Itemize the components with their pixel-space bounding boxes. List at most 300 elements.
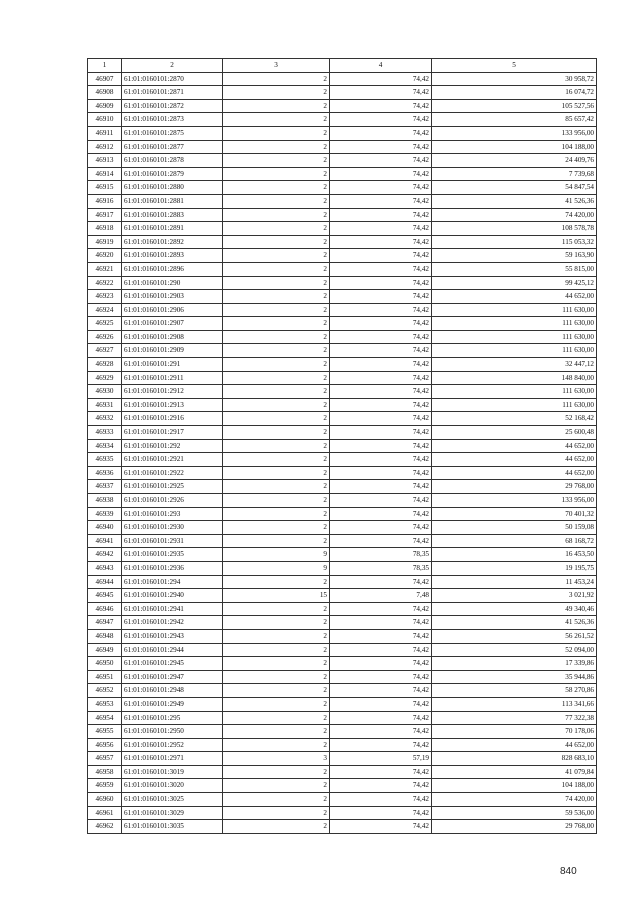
rate-cell: 74,42 <box>330 262 432 276</box>
table-row <box>88 561 597 575</box>
cadastral-number-cell: 61:01:0160101:2911 <box>122 371 223 385</box>
rate-cell: 74,42 <box>330 602 432 616</box>
table-row <box>88 765 597 779</box>
table-row <box>88 752 597 766</box>
rate-cell: 74,42 <box>330 738 432 752</box>
row-number-cell: 46915 <box>88 181 122 195</box>
row-number-cell: 46947 <box>88 616 122 630</box>
cadastral-number-cell: 61:01:0160101:2922 <box>122 466 223 480</box>
cadastral-number-cell: 61:01:0160101:3035 <box>122 820 223 834</box>
rate-cell: 74,42 <box>330 711 432 725</box>
rate-cell: 74,42 <box>330 426 432 440</box>
table-row <box>88 276 597 290</box>
cadastral-value-cell: 52 094,00 <box>432 643 597 657</box>
rate-cell: 74,42 <box>330 439 432 453</box>
table-row <box>88 99 597 113</box>
cadastral-number-cell: 61:01:0160101:2944 <box>122 643 223 657</box>
rate-cell: 74,42 <box>330 303 432 317</box>
cadastral-number-cell: 61:01:0160101:2949 <box>122 697 223 711</box>
cadastral-number-cell: 61:01:0160101:2942 <box>122 616 223 630</box>
cadastral-value-cell: 70 178,06 <box>432 725 597 739</box>
cadastral-number-cell: 61:01:0160101:294 <box>122 575 223 589</box>
row-number-cell: 46937 <box>88 480 122 494</box>
group-cell: 2 <box>223 466 330 480</box>
group-cell: 2 <box>223 290 330 304</box>
table-row <box>88 86 597 100</box>
table-row <box>88 330 597 344</box>
table-row <box>88 684 597 698</box>
table-body <box>88 72 597 833</box>
group-cell: 2 <box>223 806 330 820</box>
cadastral-value-cell: 41 079,84 <box>432 765 597 779</box>
table-row <box>88 181 597 195</box>
cadastral-number-cell: 61:01:0160101:2896 <box>122 262 223 276</box>
cadastral-value-cell: 105 527,56 <box>432 99 597 113</box>
table-row <box>88 72 597 86</box>
cadastral-value-cell: 55 815,00 <box>432 262 597 276</box>
cadastral-value-cell: 68 168,72 <box>432 534 597 548</box>
cadastral-number-cell: 61:01:0160101:295 <box>122 711 223 725</box>
rate-cell: 78,35 <box>330 548 432 562</box>
row-number-cell: 46928 <box>88 358 122 372</box>
rate-cell: 57,19 <box>330 752 432 766</box>
group-cell: 2 <box>223 453 330 467</box>
group-cell: 2 <box>223 575 330 589</box>
table-row <box>88 358 597 372</box>
cadastral-value-cell: 108 578,78 <box>432 222 597 236</box>
rate-cell: 74,42 <box>330 276 432 290</box>
table-row <box>88 317 597 331</box>
rate-cell: 74,42 <box>330 616 432 630</box>
row-number-cell: 46953 <box>88 697 122 711</box>
rate-cell: 74,42 <box>330 398 432 412</box>
row-number-cell: 46914 <box>88 167 122 181</box>
cadastral-number-cell: 61:01:0160101:2878 <box>122 154 223 168</box>
rate-cell: 74,42 <box>330 113 432 127</box>
row-number-cell: 46941 <box>88 534 122 548</box>
table-row <box>88 725 597 739</box>
table-row <box>88 222 597 236</box>
group-cell: 2 <box>223 738 330 752</box>
cadastral-number-cell: 61:01:0160101:2893 <box>122 249 223 263</box>
group-cell: 2 <box>223 426 330 440</box>
cadastral-number-cell: 61:01:0160101:2971 <box>122 752 223 766</box>
cadastral-value-cell: 44 652,00 <box>432 738 597 752</box>
cadastral-number-cell: 61:01:0160101:291 <box>122 358 223 372</box>
table-row <box>88 344 597 358</box>
group-cell: 2 <box>223 534 330 548</box>
cadastral-value-table <box>87 58 597 834</box>
cadastral-value-cell: 54 847,54 <box>432 181 597 195</box>
cadastral-value-cell: 41 526,36 <box>432 616 597 630</box>
cadastral-value-cell: 30 958,72 <box>432 72 597 86</box>
group-cell: 2 <box>223 72 330 86</box>
cadastral-value-cell: 44 652,00 <box>432 290 597 304</box>
rate-cell: 74,42 <box>330 99 432 113</box>
row-number-cell: 46931 <box>88 398 122 412</box>
row-number-cell: 46933 <box>88 426 122 440</box>
table-row <box>88 249 597 263</box>
group-cell: 2 <box>223 439 330 453</box>
cadastral-value-cell: 58 270,86 <box>432 684 597 698</box>
group-cell: 2 <box>223 670 330 684</box>
cadastral-value-cell: 35 944,86 <box>432 670 597 684</box>
row-number-cell: 46926 <box>88 330 122 344</box>
column-header-1: 1 <box>88 59 122 73</box>
group-cell: 2 <box>223 194 330 208</box>
group-cell: 2 <box>223 330 330 344</box>
cadastral-value-cell: 44 652,00 <box>432 453 597 467</box>
rate-cell: 74,42 <box>330 779 432 793</box>
cadastral-number-cell: 61:01:0160101:2940 <box>122 589 223 603</box>
cadastral-value-cell: 56 261,52 <box>432 629 597 643</box>
table-row <box>88 385 597 399</box>
cadastral-number-cell: 61:01:0160101:2879 <box>122 167 223 181</box>
cadastral-number-cell: 61:01:0160101:2936 <box>122 561 223 575</box>
table-row <box>88 575 597 589</box>
rate-cell: 74,42 <box>330 126 432 140</box>
group-cell: 2 <box>223 167 330 181</box>
group-cell: 2 <box>223 507 330 521</box>
row-number-cell: 46959 <box>88 779 122 793</box>
table-row <box>88 494 597 508</box>
cadastral-number-cell: 61:01:0160101:2883 <box>122 208 223 222</box>
group-cell: 2 <box>223 303 330 317</box>
table-header-row <box>88 59 597 73</box>
group-cell: 2 <box>223 262 330 276</box>
cadastral-number-cell: 61:01:0160101:2891 <box>122 222 223 236</box>
row-number-cell: 46919 <box>88 235 122 249</box>
column-header-3: 3 <box>223 59 330 73</box>
cadastral-value-cell: 19 195,75 <box>432 561 597 575</box>
rate-cell: 74,42 <box>330 330 432 344</box>
row-number-cell: 46910 <box>88 113 122 127</box>
row-number-cell: 46943 <box>88 561 122 575</box>
row-number-cell: 46962 <box>88 820 122 834</box>
group-cell: 2 <box>223 602 330 616</box>
table-row <box>88 793 597 807</box>
group-cell: 2 <box>223 181 330 195</box>
table-row <box>88 507 597 521</box>
group-cell: 2 <box>223 154 330 168</box>
table-row <box>88 208 597 222</box>
cadastral-number-cell: 61:01:0160101:2945 <box>122 657 223 671</box>
table-row <box>88 697 597 711</box>
cadastral-number-cell: 61:01:0160101:3025 <box>122 793 223 807</box>
row-number-cell: 46939 <box>88 507 122 521</box>
cadastral-number-cell: 61:01:0160101:2871 <box>122 86 223 100</box>
column-header-2: 2 <box>122 59 223 73</box>
rate-cell: 74,42 <box>330 140 432 154</box>
table-row <box>88 262 597 276</box>
table-row <box>88 371 597 385</box>
cadastral-value-cell: 24 409,76 <box>432 154 597 168</box>
cadastral-number-cell: 61:01:0160101:293 <box>122 507 223 521</box>
group-cell: 2 <box>223 412 330 426</box>
cadastral-number-cell: 61:01:0160101:2873 <box>122 113 223 127</box>
table-row <box>88 453 597 467</box>
rate-cell: 74,42 <box>330 412 432 426</box>
cadastral-value-cell: 44 652,00 <box>432 466 597 480</box>
row-number-cell: 46942 <box>88 548 122 562</box>
cadastral-number-cell: 61:01:0160101:292 <box>122 439 223 453</box>
table-row <box>88 629 597 643</box>
cadastral-value-cell: 111 630,00 <box>432 398 597 412</box>
rate-cell: 74,42 <box>330 208 432 222</box>
table-row <box>88 670 597 684</box>
cadastral-number-cell: 61:01:0160101:2881 <box>122 194 223 208</box>
group-cell: 2 <box>223 249 330 263</box>
column-header-4: 4 <box>330 59 432 73</box>
cadastral-value-cell: 104 188,00 <box>432 779 597 793</box>
row-number-cell: 46951 <box>88 670 122 684</box>
rate-cell: 74,42 <box>330 657 432 671</box>
rate-cell: 74,42 <box>330 670 432 684</box>
row-number-cell: 46908 <box>88 86 122 100</box>
rate-cell: 74,42 <box>330 793 432 807</box>
rate-cell: 74,42 <box>330 820 432 834</box>
group-cell: 2 <box>223 643 330 657</box>
rate-cell: 74,42 <box>330 534 432 548</box>
cadastral-value-cell: 99 425,12 <box>432 276 597 290</box>
table-row <box>88 290 597 304</box>
cadastral-value-cell: 104 188,00 <box>432 140 597 154</box>
row-number-cell: 46921 <box>88 262 122 276</box>
cadastral-value-cell: 50 159,08 <box>432 521 597 535</box>
rate-cell: 74,42 <box>330 358 432 372</box>
table-row <box>88 521 597 535</box>
table-row <box>88 140 597 154</box>
cadastral-value-cell: 111 630,00 <box>432 344 597 358</box>
group-cell: 2 <box>223 697 330 711</box>
row-number-cell: 46936 <box>88 466 122 480</box>
rate-cell: 74,42 <box>330 765 432 779</box>
table-row <box>88 820 597 834</box>
group-cell: 2 <box>223 398 330 412</box>
cadastral-value-cell: 133 956,00 <box>432 126 597 140</box>
row-number-cell: 46952 <box>88 684 122 698</box>
cadastral-value-cell: 148 840,00 <box>432 371 597 385</box>
cadastral-number-cell: 61:01:0160101:2952 <box>122 738 223 752</box>
table-row <box>88 602 597 616</box>
cadastral-number-cell: 61:01:0160101:290 <box>122 276 223 290</box>
row-number-cell: 46958 <box>88 765 122 779</box>
table-row <box>88 235 597 249</box>
rate-cell: 74,42 <box>330 290 432 304</box>
cadastral-number-cell: 61:01:0160101:2921 <box>122 453 223 467</box>
rate-cell: 74,42 <box>330 575 432 589</box>
row-number-cell: 46920 <box>88 249 122 263</box>
rate-cell: 74,42 <box>330 194 432 208</box>
cadastral-value-cell: 115 053,32 <box>432 235 597 249</box>
group-cell: 2 <box>223 725 330 739</box>
cadastral-value-cell: 111 630,00 <box>432 330 597 344</box>
cadastral-value-cell: 74 420,00 <box>432 208 597 222</box>
rate-cell: 74,42 <box>330 521 432 535</box>
cadastral-number-cell: 61:01:0160101:3019 <box>122 765 223 779</box>
row-number-cell: 46922 <box>88 276 122 290</box>
group-cell: 2 <box>223 126 330 140</box>
group-cell: 2 <box>223 494 330 508</box>
rate-cell: 74,42 <box>330 684 432 698</box>
row-number-cell: 46934 <box>88 439 122 453</box>
cadastral-value-cell: 7 739,68 <box>432 167 597 181</box>
cadastral-value-cell: 59 536,00 <box>432 806 597 820</box>
table-row <box>88 480 597 494</box>
table-row <box>88 806 597 820</box>
cadastral-value-cell: 59 163,90 <box>432 249 597 263</box>
cadastral-number-cell: 61:01:0160101:2930 <box>122 521 223 535</box>
rate-cell: 74,42 <box>330 371 432 385</box>
row-number-cell: 46918 <box>88 222 122 236</box>
cadastral-number-cell: 61:01:0160101:2931 <box>122 534 223 548</box>
cadastral-number-cell: 61:01:0160101:2870 <box>122 72 223 86</box>
group-cell: 2 <box>223 480 330 494</box>
cadastral-number-cell: 61:01:0160101:3029 <box>122 806 223 820</box>
cadastral-number-cell: 61:01:0160101:2912 <box>122 385 223 399</box>
row-number-cell: 46916 <box>88 194 122 208</box>
table-row <box>88 439 597 453</box>
rate-cell: 74,42 <box>330 629 432 643</box>
row-number-cell: 46935 <box>88 453 122 467</box>
group-cell: 15 <box>223 589 330 603</box>
group-cell: 2 <box>223 711 330 725</box>
row-number-cell: 46913 <box>88 154 122 168</box>
row-number-cell: 46949 <box>88 643 122 657</box>
rate-cell: 74,42 <box>330 453 432 467</box>
cadastral-number-cell: 61:01:0160101:2908 <box>122 330 223 344</box>
row-number-cell: 46946 <box>88 602 122 616</box>
cadastral-value-cell: 29 768,00 <box>432 820 597 834</box>
table-row <box>88 738 597 752</box>
cadastral-value-cell: 44 652,00 <box>432 439 597 453</box>
cadastral-number-cell: 61:01:0160101:2935 <box>122 548 223 562</box>
cadastral-value-cell: 133 956,00 <box>432 494 597 508</box>
group-cell: 2 <box>223 657 330 671</box>
rate-cell: 7,48 <box>330 589 432 603</box>
row-number-cell: 46956 <box>88 738 122 752</box>
table-row <box>88 643 597 657</box>
cadastral-value-cell: 25 600,48 <box>432 426 597 440</box>
row-number-cell: 46923 <box>88 290 122 304</box>
table-row <box>88 303 597 317</box>
rate-cell: 74,42 <box>330 806 432 820</box>
group-cell: 2 <box>223 779 330 793</box>
table-row <box>88 657 597 671</box>
cadastral-number-cell: 61:01:0160101:2948 <box>122 684 223 698</box>
rate-cell: 74,42 <box>330 86 432 100</box>
column-header-5: 5 <box>432 59 597 73</box>
table-row <box>88 779 597 793</box>
row-number-cell: 46929 <box>88 371 122 385</box>
rate-cell: 74,42 <box>330 72 432 86</box>
rate-cell: 74,42 <box>330 222 432 236</box>
table-row <box>88 398 597 412</box>
cadastral-number-cell: 61:01:0160101:2925 <box>122 480 223 494</box>
cadastral-value-cell: 16 074,72 <box>432 86 597 100</box>
table-row <box>88 154 597 168</box>
row-number-cell: 46945 <box>88 589 122 603</box>
group-cell: 2 <box>223 684 330 698</box>
cadastral-number-cell: 61:01:0160101:2909 <box>122 344 223 358</box>
rate-cell: 74,42 <box>330 697 432 711</box>
cadastral-number-cell: 61:01:0160101:2950 <box>122 725 223 739</box>
row-number-cell: 46954 <box>88 711 122 725</box>
rate-cell: 74,42 <box>330 725 432 739</box>
table-row <box>88 616 597 630</box>
rate-cell: 74,42 <box>330 466 432 480</box>
row-number-cell: 46912 <box>88 140 122 154</box>
cadastral-value-cell: 74 420,00 <box>432 793 597 807</box>
cadastral-value-cell: 85 657,42 <box>432 113 597 127</box>
group-cell: 9 <box>223 561 330 575</box>
rate-cell: 74,42 <box>330 167 432 181</box>
row-number-cell: 46932 <box>88 412 122 426</box>
group-cell: 2 <box>223 317 330 331</box>
cadastral-value-cell: 16 453,50 <box>432 548 597 562</box>
cadastral-number-cell: 61:01:0160101:2926 <box>122 494 223 508</box>
group-cell: 2 <box>223 86 330 100</box>
rate-cell: 74,42 <box>330 317 432 331</box>
table-row <box>88 426 597 440</box>
cadastral-value-cell: 111 630,00 <box>432 317 597 331</box>
cadastral-value-cell: 111 630,00 <box>432 385 597 399</box>
cadastral-number-cell: 61:01:0160101:2947 <box>122 670 223 684</box>
rate-cell: 74,42 <box>330 507 432 521</box>
cadastral-value-cell: 17 339,86 <box>432 657 597 671</box>
cadastral-number-cell: 61:01:0160101:2913 <box>122 398 223 412</box>
cadastral-number-cell: 61:01:0160101:2907 <box>122 317 223 331</box>
cadastral-number-cell: 61:01:0160101:2943 <box>122 629 223 643</box>
cadastral-number-cell: 61:01:0160101:2877 <box>122 140 223 154</box>
table-row <box>88 167 597 181</box>
cadastral-value-cell: 111 630,00 <box>432 303 597 317</box>
cadastral-number-cell: 61:01:0160101:2872 <box>122 99 223 113</box>
row-number-cell: 46938 <box>88 494 122 508</box>
group-cell: 2 <box>223 99 330 113</box>
group-cell: 2 <box>223 208 330 222</box>
rate-cell: 74,42 <box>330 494 432 508</box>
row-number-cell: 46924 <box>88 303 122 317</box>
table-row <box>88 194 597 208</box>
cadastral-value-cell: 77 322,38 <box>432 711 597 725</box>
row-number-cell: 46907 <box>88 72 122 86</box>
row-number-cell: 46925 <box>88 317 122 331</box>
page-number: 840 <box>560 866 577 877</box>
row-number-cell: 46911 <box>88 126 122 140</box>
row-number-cell: 46909 <box>88 99 122 113</box>
table-row <box>88 113 597 127</box>
cadastral-number-cell: 61:01:0160101:2875 <box>122 126 223 140</box>
cadastral-value-cell: 32 447,12 <box>432 358 597 372</box>
cadastral-value-cell: 52 168,42 <box>432 412 597 426</box>
row-number-cell: 46944 <box>88 575 122 589</box>
group-cell: 2 <box>223 344 330 358</box>
row-number-cell: 46955 <box>88 725 122 739</box>
table-row <box>88 534 597 548</box>
cadastral-value-cell: 49 340,46 <box>432 602 597 616</box>
rate-cell: 74,42 <box>330 344 432 358</box>
row-number-cell: 46950 <box>88 657 122 671</box>
cadastral-number-cell: 61:01:0160101:2917 <box>122 426 223 440</box>
rate-cell: 78,35 <box>330 561 432 575</box>
group-cell: 2 <box>223 113 330 127</box>
group-cell: 2 <box>223 820 330 834</box>
table-row <box>88 412 597 426</box>
group-cell: 2 <box>223 276 330 290</box>
cadastral-number-cell: 61:01:0160101:2941 <box>122 602 223 616</box>
group-cell: 2 <box>223 385 330 399</box>
